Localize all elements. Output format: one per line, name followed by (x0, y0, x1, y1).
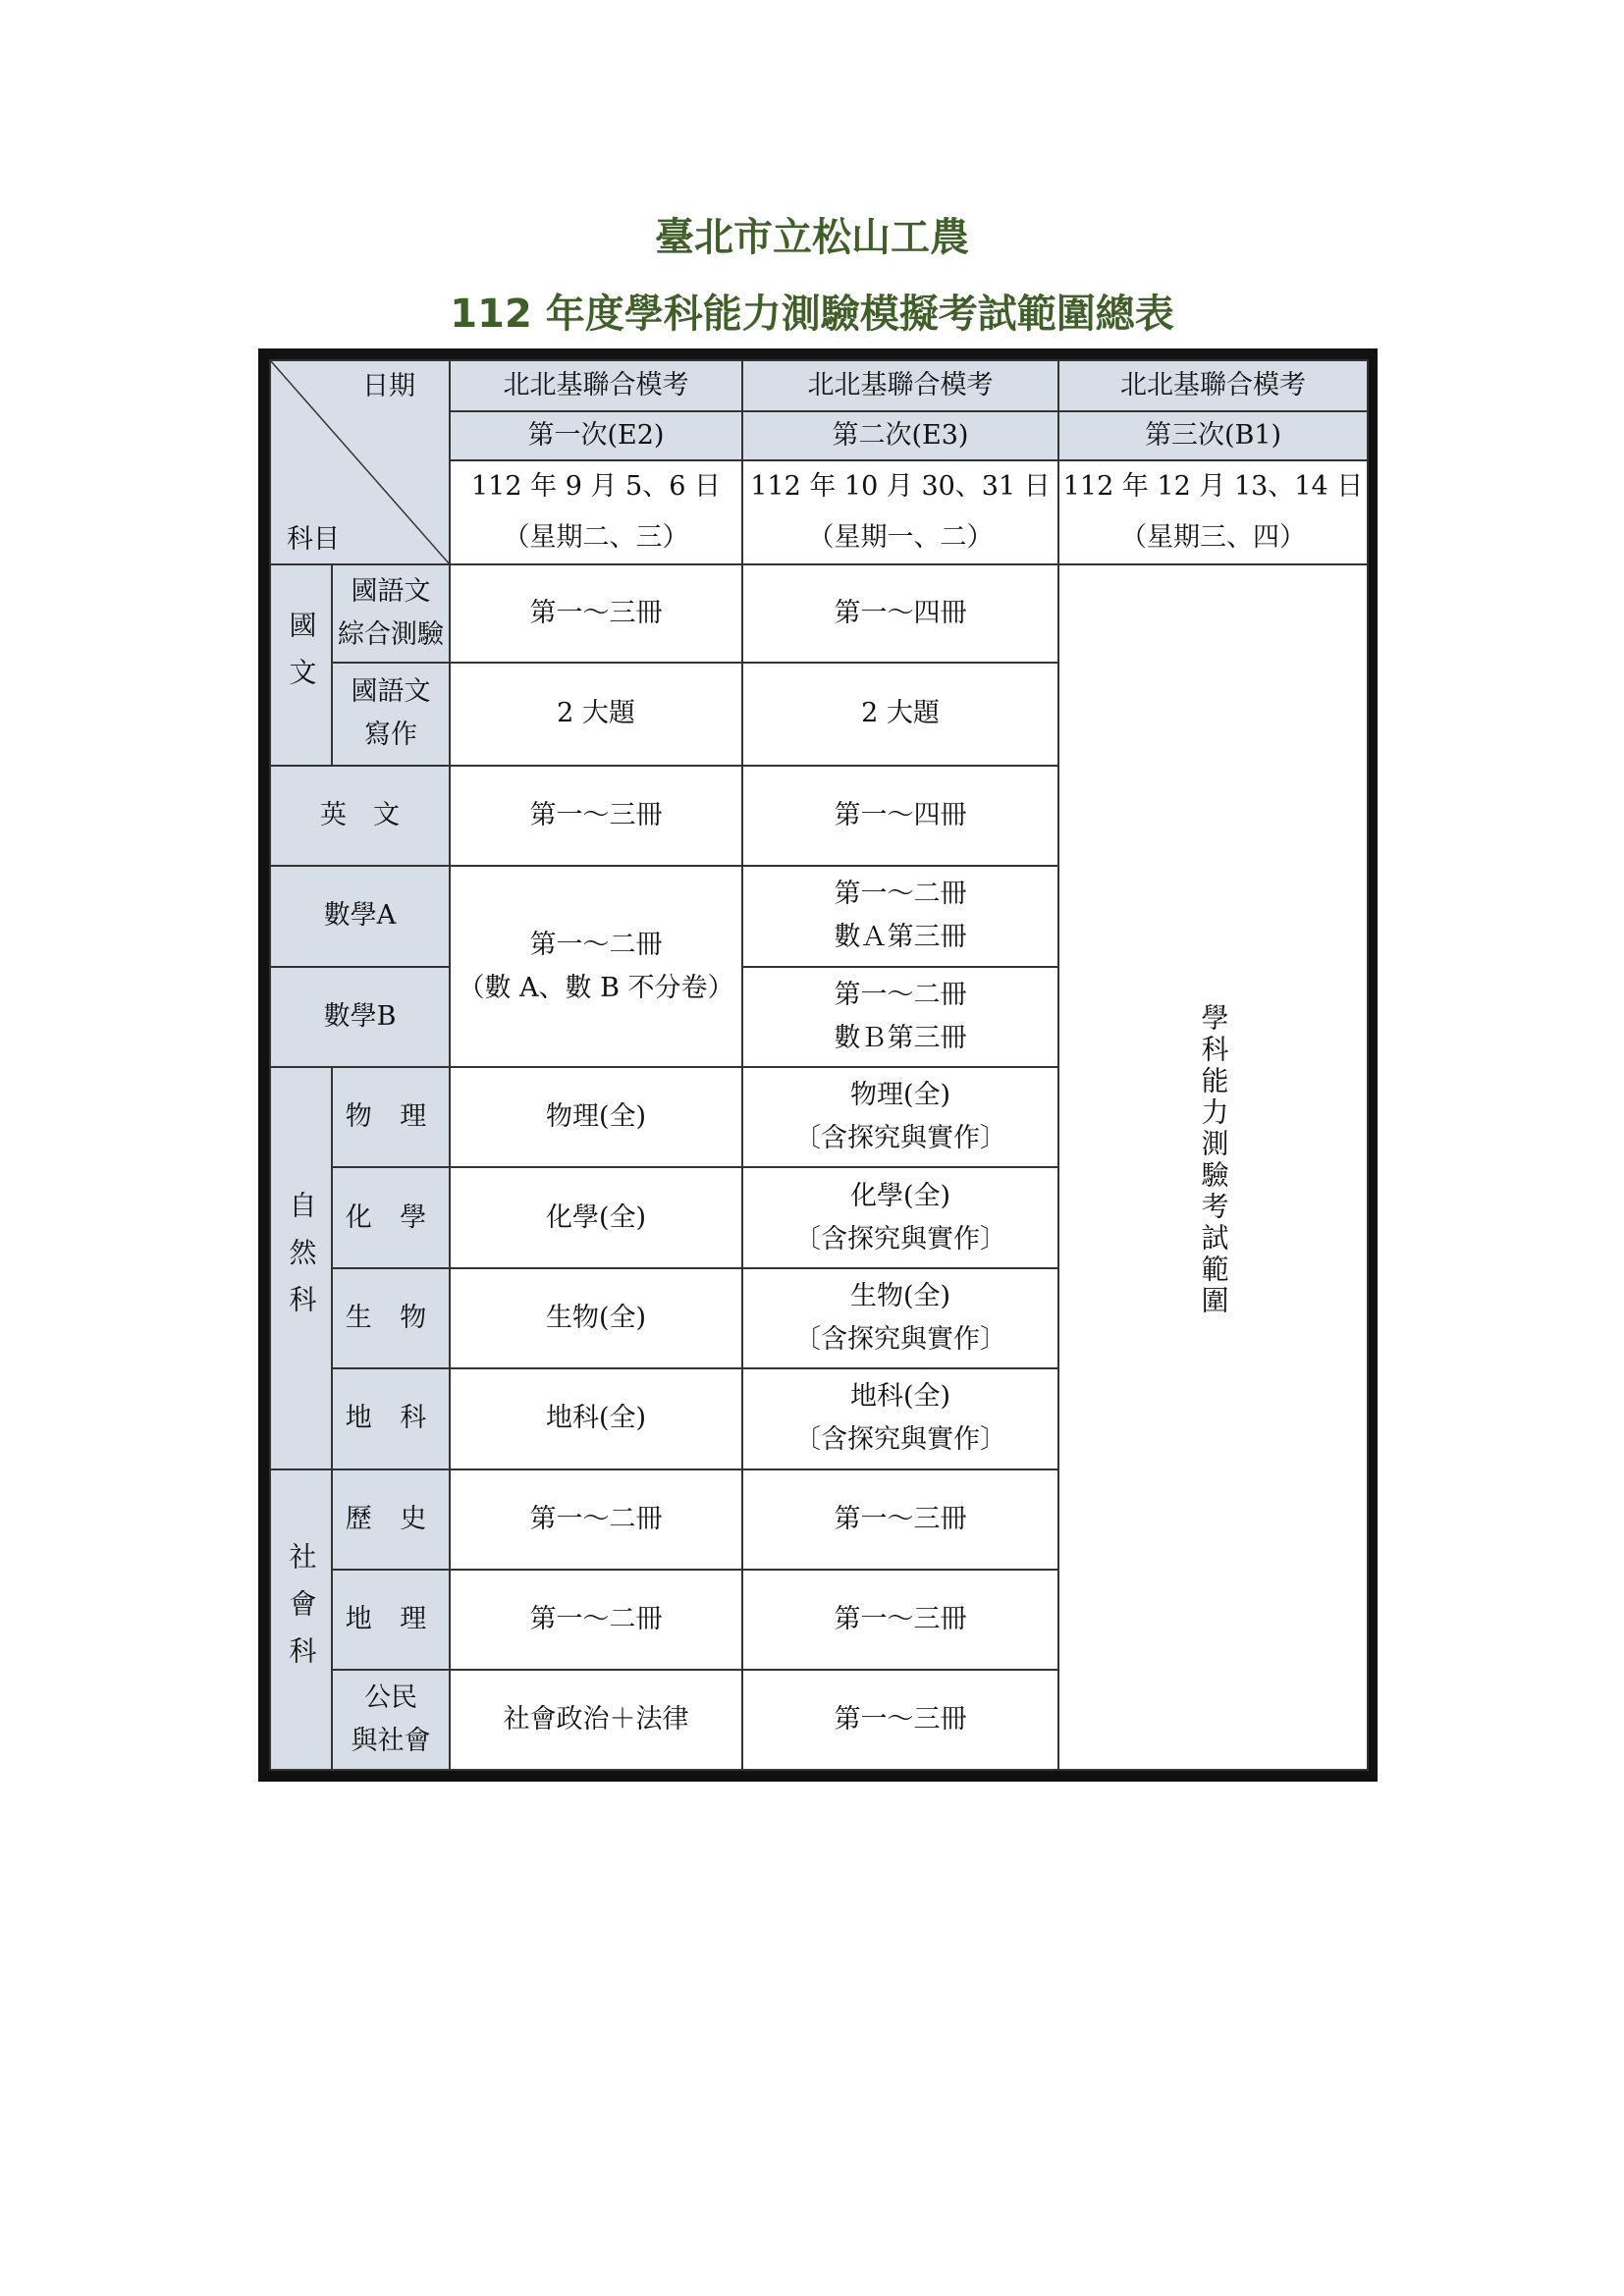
date-label: 日期 (362, 371, 415, 401)
scope-e2-english: 第一～三冊 (450, 766, 742, 866)
document-title: 112 年度學科能力測驗模擬考試範圍總表 (450, 292, 1174, 337)
scope-e3-physics: 物理(全) 〔含探究與實作〕 (742, 1067, 1058, 1167)
subject-earth-science: 地 科 (332, 1368, 450, 1468)
scope-e3-math-b: 第一～二冊 數Ｂ第三冊 (742, 967, 1058, 1067)
exam-name-b1: 北北基聯合模考 (1058, 360, 1368, 411)
scope-e2-math: 第一～二冊 （數 A、數 B 不分卷） (450, 866, 742, 1067)
subject-chemistry: 化 學 (332, 1167, 450, 1267)
exam-weekday-b1: （星期三、四） (1058, 512, 1368, 564)
scope-e2-biology: 生物(全) (450, 1268, 742, 1368)
scope-e2-civics: 社會政治＋法律 (450, 1670, 742, 1770)
group-chinese: 國文 (270, 564, 332, 766)
subject-chinese-writing: 國語文 寫作 (332, 663, 450, 765)
school-title: 臺北市立松山工農 (655, 215, 969, 260)
scope-e3-math-a: 第一～二冊 數Ａ第三冊 (742, 866, 1058, 966)
table-row (270, 564, 1368, 663)
subject-chinese-comprehensive: 國語文 綜合測驗 (332, 564, 450, 663)
subject-physics: 物 理 (332, 1067, 450, 1167)
scope-e3-chinese-comprehensive: 第一～四冊 (742, 564, 1058, 663)
group-social: 社會科 (270, 1469, 332, 1770)
exam-date-b1: 112 年 12 月 13、14 日 (1058, 460, 1368, 511)
exam-round-b1: 第三次(B1) (1058, 411, 1368, 460)
group-science: 自然科 (270, 1067, 332, 1469)
subject-math-a: 數學A (270, 866, 450, 966)
scope-e3-biology: 生物(全) 〔含探究與實作〕 (742, 1268, 1058, 1368)
scope-e3-geography: 第一～三冊 (742, 1570, 1058, 1670)
scope-b1-all: 學科能力測驗考試範圍 (1058, 564, 1368, 1770)
scope-e3-earth-science: 地科(全) 〔含探究與實作〕 (742, 1368, 1058, 1468)
exam-weekday-e2: （星期二、三） (450, 512, 742, 564)
scope-e3-history: 第一～三冊 (742, 1469, 1058, 1570)
scope-e2-earth-science: 地科(全) (450, 1368, 742, 1468)
exam-round-e2: 第一次(E2) (450, 411, 742, 460)
scope-e2-chemistry: 化學(全) (450, 1167, 742, 1267)
exam-round-e3: 第二次(E3) (742, 411, 1058, 460)
exam-name-e3: 北北基聯合模考 (742, 360, 1058, 411)
exam-weekday-e3: （星期一、二） (742, 512, 1058, 564)
subject-label: 科目 (287, 523, 340, 555)
subject-biology: 生 物 (332, 1268, 450, 1368)
scope-e2-history: 第一～二冊 (450, 1469, 742, 1570)
subject-english: 英 文 (270, 766, 450, 866)
subject-geography: 地 理 (332, 1570, 450, 1670)
scope-e3-chinese-writing: 2 大題 (742, 663, 1058, 765)
scope-e3-english: 第一～四冊 (742, 766, 1058, 866)
exam-date-e2: 112 年 9 月 5、6 日 (450, 460, 742, 511)
corner-header (270, 360, 450, 564)
exam-scope-table (269, 359, 1369, 1771)
subject-history: 歷 史 (332, 1469, 450, 1570)
exam-name-e2: 北北基聯合模考 (450, 360, 742, 411)
scope-e2-chinese-writing: 2 大題 (450, 663, 742, 765)
scope-e3-chemistry: 化學(全) 〔含探究與實作〕 (742, 1167, 1058, 1267)
scope-e3-civics: 第一～三冊 (742, 1670, 1058, 1770)
scope-e2-physics: 物理(全) (450, 1067, 742, 1167)
subject-math-b: 數學B (270, 967, 450, 1067)
scope-e2-chinese-comprehensive: 第一～三冊 (450, 564, 742, 663)
header-row-exam-name (270, 360, 1368, 411)
exam-date-e3: 112 年 10 月 30、31 日 (742, 460, 1058, 511)
table-frame (258, 348, 1378, 1782)
scope-e2-geography: 第一～二冊 (450, 1570, 742, 1670)
subject-civics: 公民 與社會 (332, 1670, 450, 1770)
